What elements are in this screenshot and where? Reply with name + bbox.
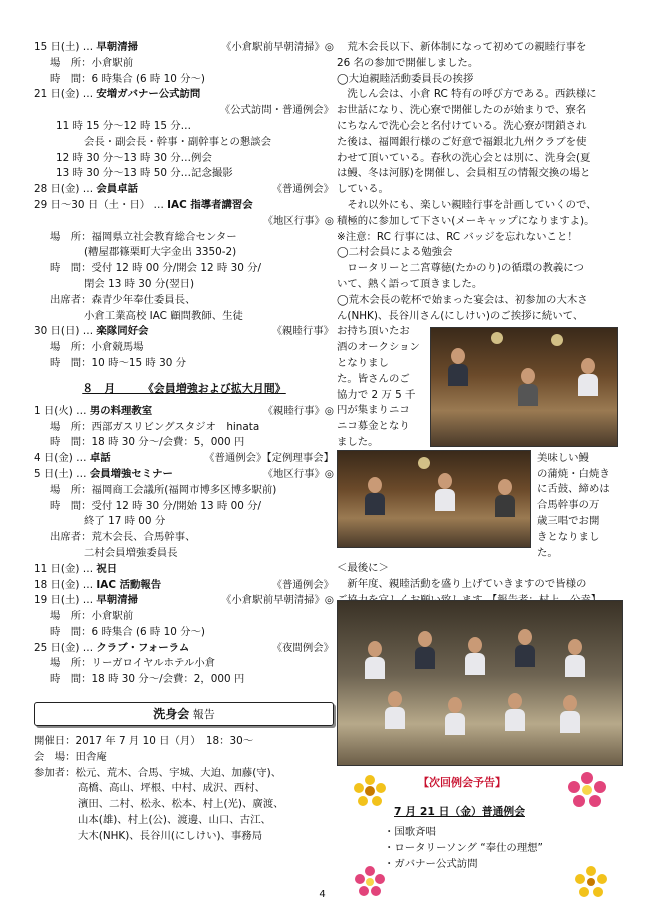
item-tag: 《親睦行事》◎ [262, 404, 334, 417]
item-date: 11 日(金) … [34, 562, 97, 575]
report-line: 円が集まりニコ [337, 404, 410, 417]
item-place: 場 所：福岡県立社会教育総合センター [50, 230, 237, 243]
item-tag: 《小倉駅前早朝清掃》◎ [221, 41, 334, 53]
item-tag: 《公式訪問・普通例会》 [219, 104, 334, 117]
report-line: ◯荒木会長の乾杯で始まった宴会は、初参加の大木さ [337, 293, 588, 306]
report-line: きとなりまし [537, 530, 600, 543]
item-date: 18 日(金) … [34, 578, 97, 591]
item-tag: 《地区行事》◎ [262, 467, 334, 480]
item-date: 1 日(火) … [34, 404, 90, 417]
report-line: となりまし [337, 356, 389, 369]
item-date: 29 日～30 日（土・日） … [34, 198, 168, 211]
report-line: 26 名の参加で開催しました。 [337, 56, 479, 69]
item-session: 12 時 30 分～13 時 30 分…例会 [56, 151, 212, 164]
sensin-date: 開催日：2017 年 7 月 10 日（月） 18：30～ [34, 735, 254, 748]
report-line: 荒木会長以下、新体制になって初めての親睦行事を [337, 41, 587, 53]
notice-title: 【次回例会予告】 [418, 776, 506, 789]
report-line: いて、熱く語って頂きました。 [337, 277, 483, 290]
report-line: た。 [537, 546, 558, 559]
report-line: ※注意：RC 行事には、RC バッジを忘れないこと！ [337, 230, 578, 243]
report-line: 新年度、親睦活動を盛り上げていきますので皆様の [337, 578, 587, 591]
item-time: 時 間：受付 12 時 00 分/開会 12 時 30 分/ [50, 262, 261, 275]
item-date: 5 日(土) … [34, 467, 90, 480]
report-line: 洗しん会は、小倉 RC 特有の呼び方である。西鉄様に [337, 88, 597, 101]
item-time: 時 間：6 時集合 (6 時 10 分～) [50, 72, 205, 85]
item-attendees: 出席者：森青少年奉仕委員長、 [50, 293, 196, 306]
item-tag: 《小倉駅前早朝清掃》◎ [221, 594, 334, 607]
schedule-item-aug4 [34, 451, 334, 467]
item-session: 11 時 15 分～12 時 15 分… [56, 119, 192, 132]
item-title: 会員増強セミナー [89, 467, 173, 480]
item-time: 時 間：18 時 30 分～/会費：2，000 円 [50, 673, 245, 686]
report-line: ロータリーと二宮尊徳(たかのり)の循環の教義につ [337, 262, 584, 275]
item-title: IAC 活動報告 [96, 578, 162, 591]
report-line: の蒲焼・白焼き [537, 467, 610, 480]
item-session: 13 時 30 分～13 時 50 分…記念撮影 [56, 167, 233, 180]
item-place: 場 所：小倉駅前 [50, 56, 134, 69]
report-line: 歳三唱でお開 [537, 514, 600, 527]
item-session-detail: 会長・副会長・幹事・副幹事との懇談会 [84, 135, 272, 148]
notice-item: ・ガバナー公式訪問 [384, 858, 478, 870]
item-title: 男の料理教室 [89, 404, 153, 417]
item-date: 21 日(金) … [34, 88, 97, 101]
report-line: 協力で 2 万 5 千 [337, 388, 416, 401]
sensin-attendees: 濱田、二村、松永、松本、村上(光)、廣渡、 [78, 798, 284, 811]
schedule-column [34, 40, 334, 845]
item-tag: 《普通例会》 [271, 578, 334, 591]
item-time: 時 間：6 時集合 (6 時 10 分～) [50, 625, 205, 638]
item-place: 場 所：リーガロイヤルホテル小倉 [50, 657, 216, 670]
schedule-item-july15 [34, 40, 334, 56]
flower-decoration-icon [564, 770, 610, 812]
sensin-attendees: 山本(雄)、村上(公)、渡邊、山口、古江、 [78, 814, 271, 827]
item-attendees-detail: 二村会員増強委員長 [84, 546, 178, 559]
report-line: 酒のオークション [337, 341, 420, 354]
item-attendees: 出席者：荒木会長、合馬幹事、 [50, 531, 196, 544]
sensin-place: 会 場：田舎庵 [34, 750, 107, 763]
item-date: 30 日(日) … [34, 325, 97, 338]
item-place-detail: (糟屋郡篠栗町大字金出 3350-2) [84, 246, 237, 259]
item-place: 場 所：福岡商工会議所(福岡市博多区博多駅前) [50, 483, 277, 496]
item-title: 会員卓話 [96, 183, 138, 196]
report-line: た後は、福岡銀行様のご好意で福銀北九州クラブを使 [337, 135, 587, 148]
sensin-title: 洗身会 [153, 707, 190, 722]
item-date: 28 日(金) … [34, 183, 97, 196]
report-line: ニコ募金となり [337, 420, 410, 433]
party-photo-2 [337, 450, 531, 548]
notice-item: ・国歌斉唱 [384, 826, 436, 838]
item-title: 早朝清掃 [96, 41, 138, 53]
item-tag: 《普通例会》【定例理事会】 [204, 452, 334, 465]
report-line: た。皆さんのご [337, 372, 410, 385]
item-tag: 《地区行事》◎ [262, 214, 334, 227]
group-photo [337, 600, 623, 766]
report-line: ◯二村会員による勉強会 [337, 246, 453, 259]
item-tag: 《夜間例会》 [271, 641, 334, 654]
item-title: 安増ガバナー公式訪問 [96, 88, 201, 101]
report-line: 積極的に参加して下さい(メーキャップになりますよ)。 [337, 214, 595, 227]
item-date: 4 日(金) … [34, 452, 90, 465]
report-line: ＜最後に＞ [337, 562, 389, 575]
sensin-attendees: 高橋、高山、坪根、中村、成沢、西村、 [78, 782, 266, 795]
sensin-report-title-box [34, 702, 334, 726]
page-number: 4 [319, 889, 326, 900]
report-line: わせて頂いている。春秋の洗心会とは別に、洗身会(夏 [337, 151, 591, 164]
schedule-item-aug19 [34, 593, 334, 609]
schedule-item-aug11 [34, 562, 334, 578]
schedule-item-aug1 [34, 404, 334, 420]
report-line: ◯大迫親睦活動委員長の挨拶 [337, 72, 474, 85]
item-title: 早朝清掃 [96, 594, 138, 607]
item-place: 場 所：西部ガスリビングスタジオ hinata [50, 420, 260, 433]
report-line: 合馬幹事の万 [537, 499, 600, 512]
sensin-subtitle: 報告 [192, 708, 215, 722]
item-title: クラブ・フォーラム [96, 641, 190, 654]
report-line: 美味しい鰻 [537, 451, 589, 464]
notice-item: ・ロータリーソング “奉仕の理想” [384, 842, 543, 854]
report-line: は鰻、冬は河豚)を開催し、会員相互の情報交換の場と [337, 167, 591, 180]
item-place: 場 所：小倉競馬場 [50, 341, 144, 354]
item-tag: 《親睦行事》 [271, 325, 334, 338]
item-title: 祝日 [96, 562, 118, 575]
next-meeting-notice [350, 772, 612, 904]
party-photo-1 [430, 327, 618, 447]
item-time: 時 間：18 時 30 分～/会費：5，000 円 [50, 436, 245, 449]
august-heading: ８ 月 《会員増強および拡大月間》 [82, 381, 286, 395]
item-place: 場 所：小倉駅前 [50, 610, 134, 623]
item-date: 19 日(土) … [34, 594, 97, 607]
item-time-detail: 閉会 13 時 30 分(翌日) [84, 277, 195, 290]
item-title: IAC 指導者講習会 [167, 198, 253, 211]
item-time: 時 間：10 時～15 時 30 分 [50, 356, 187, 369]
item-time: 時 間：受付 12 時 30 分/開始 13 時 00 分/ [50, 499, 261, 512]
schedule-item-aug25 [34, 641, 334, 657]
schedule-item-july21 [34, 87, 334, 103]
item-date: 25 日(金) … [34, 641, 97, 654]
schedule-item-july30 [34, 324, 334, 340]
report-line: に舌鼓、締めは [537, 483, 610, 496]
sensin-attendees: 参加者：松元、荒木、合馬、宇城、大迫、加藤(守)、 [34, 766, 282, 779]
report-line: お世話になり、洗心寮で開催したのが始まりで、寮名 [337, 104, 587, 117]
notice-items [384, 824, 543, 872]
report-line: それ以外にも、楽しい親睦行事を計画していくので、 [337, 198, 597, 211]
item-date: 15 日(土) … [34, 41, 97, 53]
notice-date: 7 月 21 日（金）普通例会 [394, 805, 525, 818]
report-line: お持ち頂いたお [337, 325, 410, 338]
report-line: している。 [337, 183, 389, 196]
schedule-item-july28 [34, 182, 334, 198]
item-title: 卓話 [89, 452, 111, 465]
schedule-item-aug18 [34, 578, 334, 594]
report-line: ん(NHK)、長谷川さん(にしけい)のご挨拶に続いて、 [337, 309, 584, 322]
item-title: 楽隊同好会 [96, 325, 149, 338]
item-attendees-detail: 小倉工業高校 IAC 顧問教師、生徒 [84, 309, 243, 322]
flower-decoration-icon [350, 772, 390, 812]
item-time-detail: 終了 17 時 00 分 [84, 515, 166, 528]
report-line: にちなんで洗心会と名付けている。洗心寮が閉鎖され [337, 119, 587, 132]
sensin-attendees: 大木(NHK)、長谷川(にしけい)、事務局 [78, 829, 263, 842]
schedule-item-july29 [34, 198, 334, 214]
schedule-item-aug5 [34, 467, 334, 483]
report-line: ました。 [337, 435, 379, 448]
item-tag: 《普通例会》 [271, 183, 334, 196]
